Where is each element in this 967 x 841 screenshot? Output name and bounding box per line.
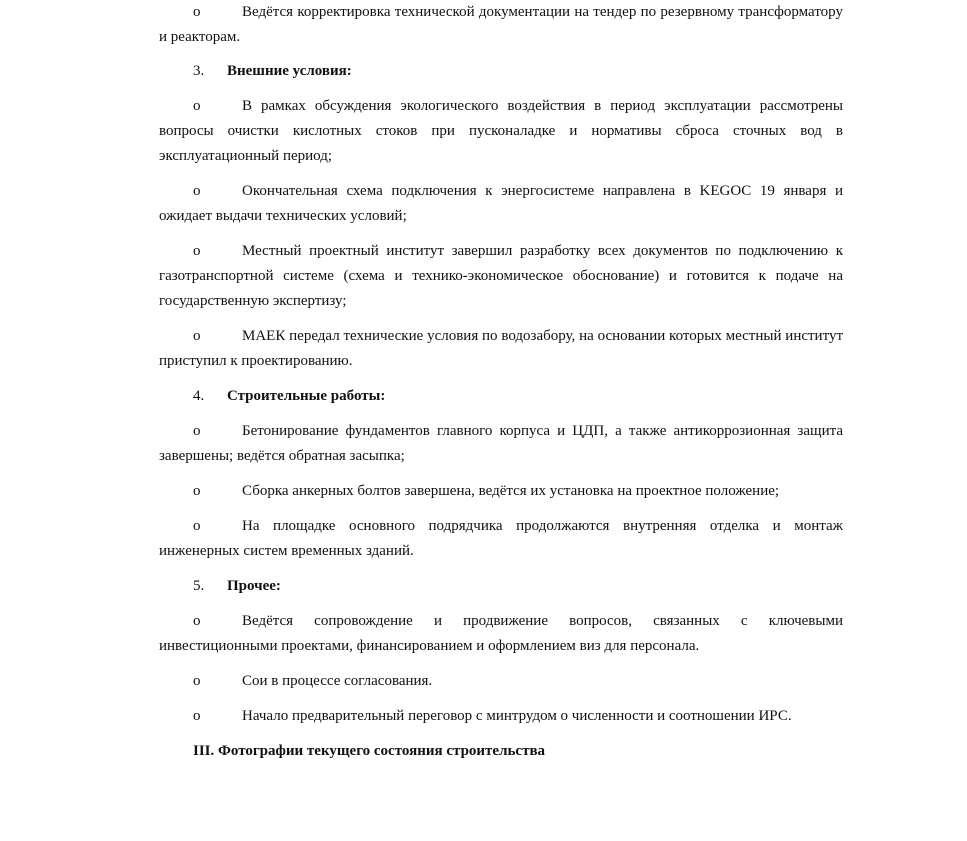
list-item xyxy=(159,609,843,659)
section-title: Прочее: xyxy=(227,578,281,594)
bullet-marker: o xyxy=(193,183,201,199)
list-item-text: Сборка анкерных болтов завершена, ведётся их установка на проектное положение; xyxy=(242,483,780,499)
section-heading-construction-works xyxy=(159,384,843,409)
list-item-text: Ведётся корректировка технической документации на тендер по резервному трансформатору и реакторам. xyxy=(159,4,843,45)
section-heading-external-conditions xyxy=(159,59,843,84)
bullet-marker: o xyxy=(193,328,201,344)
bullet-marker: o xyxy=(193,98,201,114)
section-number: 4. xyxy=(193,388,205,404)
bullet-marker: o xyxy=(193,243,201,259)
list-item-text: Ведётся сопровождение и продвижение вопросов, связанных с ключевыми инвестиционными проектами, финансированием и оформлением виз для персонала. xyxy=(159,613,843,654)
list-item xyxy=(159,0,843,50)
bullet-marker: o xyxy=(193,423,201,439)
bullet-marker: o xyxy=(193,673,201,689)
list-item xyxy=(159,324,843,374)
bullet-marker: o xyxy=(193,483,201,499)
list-item xyxy=(159,704,843,729)
list-item-text: МАЕК передал технические условия по водозабору, на основании которых местный институт приступил к проектированию. xyxy=(159,328,843,369)
list-item xyxy=(159,239,843,314)
list-item xyxy=(159,669,843,694)
section-number: 3. xyxy=(193,63,205,79)
list-item-text: Бетонирование фундаментов главного корпуса и ЦДП, а также антикоррозионная защита завершены; ведётся обратная засыпка; xyxy=(159,423,843,464)
section-title: Внешние условия: xyxy=(227,63,352,79)
section-title: Строительные работы: xyxy=(227,388,386,404)
bullet-marker: o xyxy=(193,708,201,724)
list-item xyxy=(159,94,843,169)
document-body xyxy=(159,0,843,764)
list-item xyxy=(159,479,843,504)
list-item-text: На площадке основного подрядчика продолжаются внутренняя отделка и монтаж инженерных систем временных зданий. xyxy=(159,518,843,559)
list-item-text: Окончательная схема подключения к энергосистеме направлена в KEGOC 19 января и ожидает выдачи технических условий; xyxy=(159,183,843,224)
bullet-marker: o xyxy=(193,613,201,629)
section-heading-other xyxy=(159,574,843,599)
list-item-text: Местный проектный институт завершил разработку всех документов по подключению к газотранспортной системе (схема и технико-экономическое обоснование) и готовится к подаче на государственную экспертизу; xyxy=(159,243,843,309)
part-heading-photos: III. Фотографии текущего состояния строительства xyxy=(193,743,546,759)
list-item xyxy=(159,179,843,229)
list-item-text: В рамках обсуждения экологического воздействия в период эксплуатации рассмотрены вопросы очистки кислотных стоков при пусконаладке и нормативы сброса сточных вод в эксплуатационный период; xyxy=(159,98,843,164)
bullet-marker: o xyxy=(193,4,201,20)
list-item-text: Сои в процессе согласования. xyxy=(242,673,433,689)
list-item xyxy=(159,514,843,564)
list-item xyxy=(159,419,843,469)
section-number: 5. xyxy=(193,578,205,594)
bullet-marker: o xyxy=(193,518,201,534)
list-item-text: Начало предварительный переговор с минтрудом о численности и соотношении ИРС. xyxy=(242,708,792,724)
